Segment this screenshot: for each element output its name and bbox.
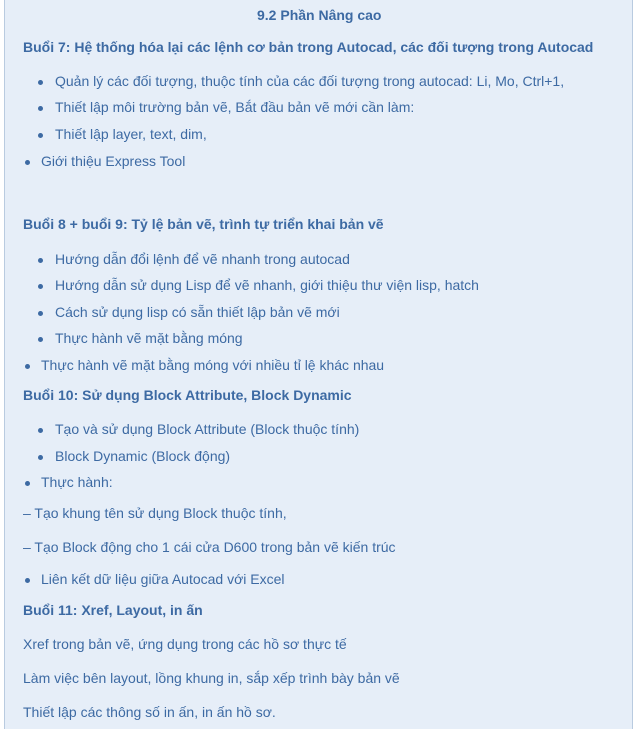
list-item: Thiết lập layer, text, dim, xyxy=(55,126,207,142)
bullet xyxy=(38,106,43,111)
bullet xyxy=(38,80,43,85)
session-7-heading: Buổi 7: Hệ thống hóa lại các lệnh cơ bản trong Autocad, các đối tượng trong Autocad xyxy=(23,39,594,55)
session-11-heading: Buổi 11: Xref, Layout, in ấn xyxy=(23,602,203,618)
list-item: Thiết lập môi trường bản vẽ, Bắt đầu bản vẽ mới cần làm: xyxy=(55,99,415,115)
bullet xyxy=(38,428,43,433)
bullet xyxy=(38,311,43,316)
list-item: Cách sử dụng lisp có sẵn thiết lập bản vẽ mới xyxy=(55,304,340,320)
bullet xyxy=(38,258,43,263)
list-item: Thực hành vẽ mặt bằng móng xyxy=(55,330,243,346)
session-10-heading: Buổi 10: Sử dụng Block Attribute, Block Dynamic xyxy=(23,387,352,403)
list-item: Giới thiệu Express Tool xyxy=(41,153,186,169)
paragraph: Xref trong bản vẽ, ứng dụng trong các hồ sơ thực tế xyxy=(23,636,347,652)
bullet xyxy=(38,284,43,289)
session-8-heading: Buổi 8 + buổi 9: Tỷ lệ bản vẽ, trình tự triển khai bản vẽ xyxy=(23,216,384,232)
bullet xyxy=(25,481,30,486)
bullet xyxy=(38,455,43,460)
dash-item: – Tạo Block động cho 1 cái cửa D600 trong bản vẽ kiến trúc xyxy=(23,539,396,555)
paragraph: Làm việc bên layout, lồng khung in, sắp xếp trình bày bản vẽ xyxy=(23,670,400,686)
bullet xyxy=(25,578,30,583)
list-item: Quản lý các đối tượng, thuộc tính của các đối tượng trong autocad: Li, Mo, Ctrl+1, xyxy=(55,73,565,89)
bullet xyxy=(25,160,30,165)
list-item: Thực hành: xyxy=(41,474,113,490)
bullet xyxy=(38,133,43,138)
list-item: Block Dynamic (Block động) xyxy=(55,448,231,464)
section-title: 9.2 Phần Nâng cao xyxy=(257,7,382,23)
list-item: Liên kết dữ liệu giữa Autocad với Excel xyxy=(41,571,285,587)
paragraph: Thiết lập các thông số in ấn, in ấn hồ sơ. xyxy=(23,704,276,720)
bullet xyxy=(38,337,43,342)
list-item: Tạo và sử dụng Block Attribute (Block thuộc tính) xyxy=(55,421,360,437)
bullet xyxy=(25,364,30,369)
dash-item: – Tạo khung tên sử dụng Block thuộc tính, xyxy=(23,505,287,521)
list-item: Hướng dẫn đổi lệnh để vẽ nhanh trong autocad xyxy=(55,251,350,267)
list-item: Hướng dẫn sử dụng Lisp để vẽ nhanh, giới thiệu thư viện lisp, hatch xyxy=(55,277,479,293)
list-item: Thực hành vẽ mặt bằng móng với nhiều tỉ lệ khác nhau xyxy=(41,357,385,373)
